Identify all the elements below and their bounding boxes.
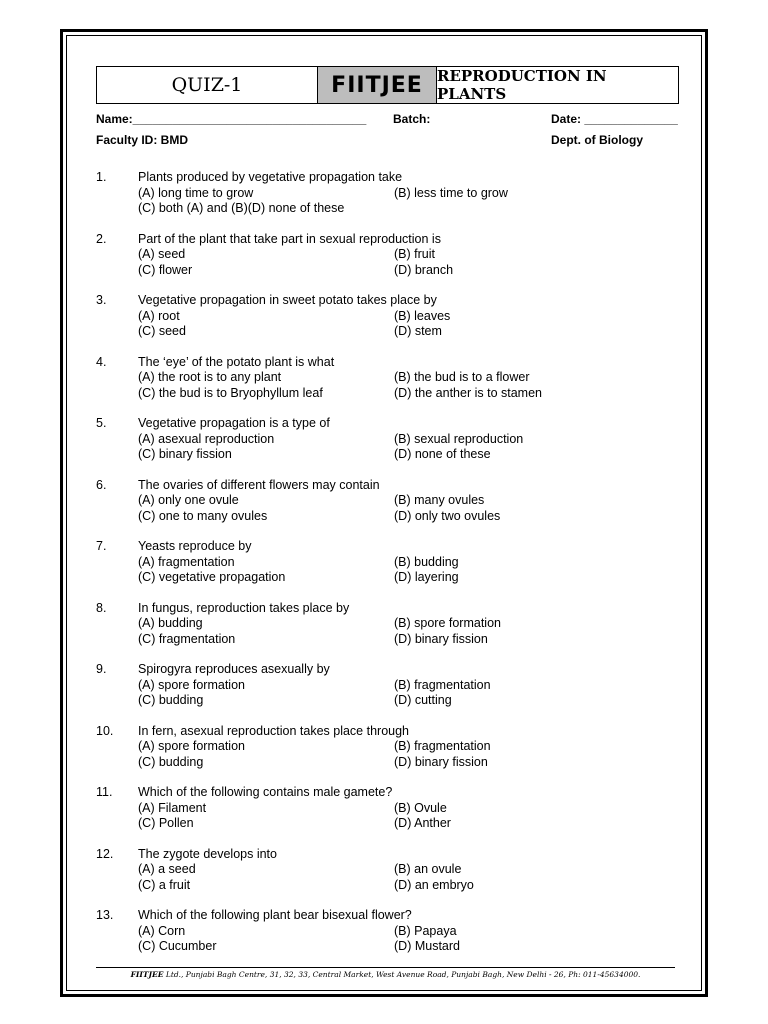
question-item [96, 293, 679, 355]
question-number: 12. [96, 846, 114, 861]
question-item [96, 232, 679, 294]
option-b: (B) many ovules [394, 493, 485, 507]
option-b: (B) spore formation [394, 616, 501, 630]
question-number: 10. [96, 723, 114, 738]
option-d: (D) cutting [394, 693, 452, 707]
question-text: Which of the following contains male gamete? [138, 785, 393, 799]
option-d: (D) Mustard [394, 939, 460, 953]
question-text: Yeasts reproduce by [138, 539, 252, 553]
question-text: The ‘eye’ of the potato plant is what [138, 354, 335, 369]
option-b: (B) an ovule [394, 862, 462, 876]
question-number: 13. [96, 908, 114, 922]
option-d: (D) layering [394, 570, 459, 584]
quiz-title: QUIZ-1 [97, 67, 318, 103]
question-text: In fungus, reproduction takes place by [138, 600, 350, 615]
date-field: Date: ______________ [551, 112, 678, 126]
question-item [96, 601, 679, 663]
option-d: (D) binary fission [394, 631, 488, 646]
option-d: (D) an embryo [394, 877, 474, 892]
option-b: (B) Papaya [394, 923, 457, 938]
faculty-id: Faculty ID: BMD [96, 133, 189, 147]
option-b: (B) Ovule [394, 800, 447, 815]
option-c: (C) flower [138, 262, 193, 277]
topic-title: REPRODUCTION IN PLANTS [437, 67, 607, 103]
question-item [96, 170, 679, 232]
option-a: (A) only one ovule [138, 493, 239, 507]
question-number: 11. [96, 785, 113, 799]
option-b: (B) the bud is to a flower [394, 370, 530, 384]
footer-logo: FIITJEE [130, 970, 164, 979]
footer-divider [96, 967, 675, 968]
question-item [96, 847, 679, 909]
option-c: (C) budding [138, 754, 204, 769]
option-b: (B) fragmentation [394, 677, 491, 692]
question-text: Which of the following plant bear bisexual flower? [138, 908, 412, 922]
question-number: 3. [96, 293, 107, 307]
option-b: (B) fragmentation [394, 739, 491, 753]
question-number: 5. [96, 416, 107, 430]
option-c: (C) vegetative propagation [138, 570, 286, 584]
question-number: 2. [96, 231, 107, 246]
question-text: Vegetative propagation is a type of [138, 416, 330, 430]
question-number: 7. [96, 539, 107, 553]
name-field: Name:___________________________________ [96, 112, 367, 126]
option-b: (B) leaves [394, 308, 451, 323]
option-d: (D) only two ovules [394, 508, 501, 523]
question-item [96, 785, 679, 847]
question-text: Spirogyra reproduces asexually by [138, 662, 330, 676]
option-b: (B) budding [394, 554, 459, 569]
option-a: (A) seed [138, 247, 186, 261]
fiitjee-logo: FIITJEE [318, 67, 437, 103]
option-c: (C) seed [138, 324, 186, 338]
option-d: (D) binary fission [394, 754, 488, 769]
department: Dept. of Biology [551, 133, 643, 147]
option-c: (C) budding [138, 693, 204, 707]
option-a: (A) root [138, 308, 180, 323]
footer [96, 970, 675, 979]
question-item [96, 908, 679, 970]
option-c: (C) Cucumber [138, 939, 217, 953]
question-text: Part of the plant that take part in sexual reproduction is [138, 231, 441, 246]
question-item [96, 355, 679, 417]
question-text: Plants produced by vegetative propagation take [138, 170, 403, 184]
question-text: In fern, asexual reproduction takes place through [138, 723, 410, 738]
question-text: The ovaries of different flowers may contain [138, 477, 380, 492]
question-number: 1. [96, 170, 107, 184]
option-a: (A) budding [138, 616, 203, 630]
footer-address: Ltd., Punjabi Bagh Centre, 31, 32, 33, Central Market, West Avenue Road, Punjabi Bagh, New Delhi - 26, Ph: 011-45634000. [163, 970, 641, 979]
question-list [96, 170, 679, 970]
quiz-header [96, 66, 679, 104]
option-c: (C) binary fission [138, 447, 232, 461]
option-b: (B) sexual reproduction [394, 431, 524, 446]
option-c: (C) fragmentation [138, 631, 236, 646]
option-c: (C) one to many ovules [138, 508, 268, 523]
option-a: (A) spore formation [138, 739, 245, 753]
option-b: (B) less time to grow [394, 185, 508, 200]
question-number: 6. [96, 477, 107, 492]
batch-field: Batch: [393, 112, 431, 126]
option-a: (A) a seed [138, 862, 196, 876]
option-c: (C) Pollen [138, 816, 194, 830]
option-c: (C) both (A) and (B)(D) none of these [138, 201, 345, 215]
question-number: 9. [96, 662, 107, 676]
option-c: (C) the bud is to Bryophyllum leaf [138, 385, 323, 400]
option-a: (A) asexual reproduction [138, 431, 275, 446]
option-d: (D) Anther [394, 816, 451, 830]
option-a: (A) Filament [138, 800, 207, 815]
option-d: (D) the anther is to stamen [394, 385, 542, 400]
question-text: The zygote develops into [138, 846, 277, 861]
question-item [96, 539, 679, 601]
question-item [96, 662, 679, 724]
question-text: Vegetative propagation in sweet potato takes place by [138, 293, 437, 307]
question-number: 8. [96, 600, 107, 615]
question-item [96, 724, 679, 786]
option-a: (A) Corn [138, 923, 186, 938]
option-d: (D) branch [394, 262, 454, 277]
question-item [96, 416, 679, 478]
option-a: (A) spore formation [138, 677, 245, 692]
question-number: 4. [96, 354, 107, 369]
option-c: (C) a fruit [138, 877, 191, 892]
option-a: (A) long time to grow [138, 185, 254, 200]
question-item [96, 478, 679, 540]
option-a: (A) the root is to any plant [138, 370, 282, 384]
option-d: (D) none of these [394, 447, 491, 461]
option-a: (A) fragmentation [138, 554, 235, 569]
option-b: (B) fruit [394, 247, 435, 261]
option-d: (D) stem [394, 324, 442, 338]
